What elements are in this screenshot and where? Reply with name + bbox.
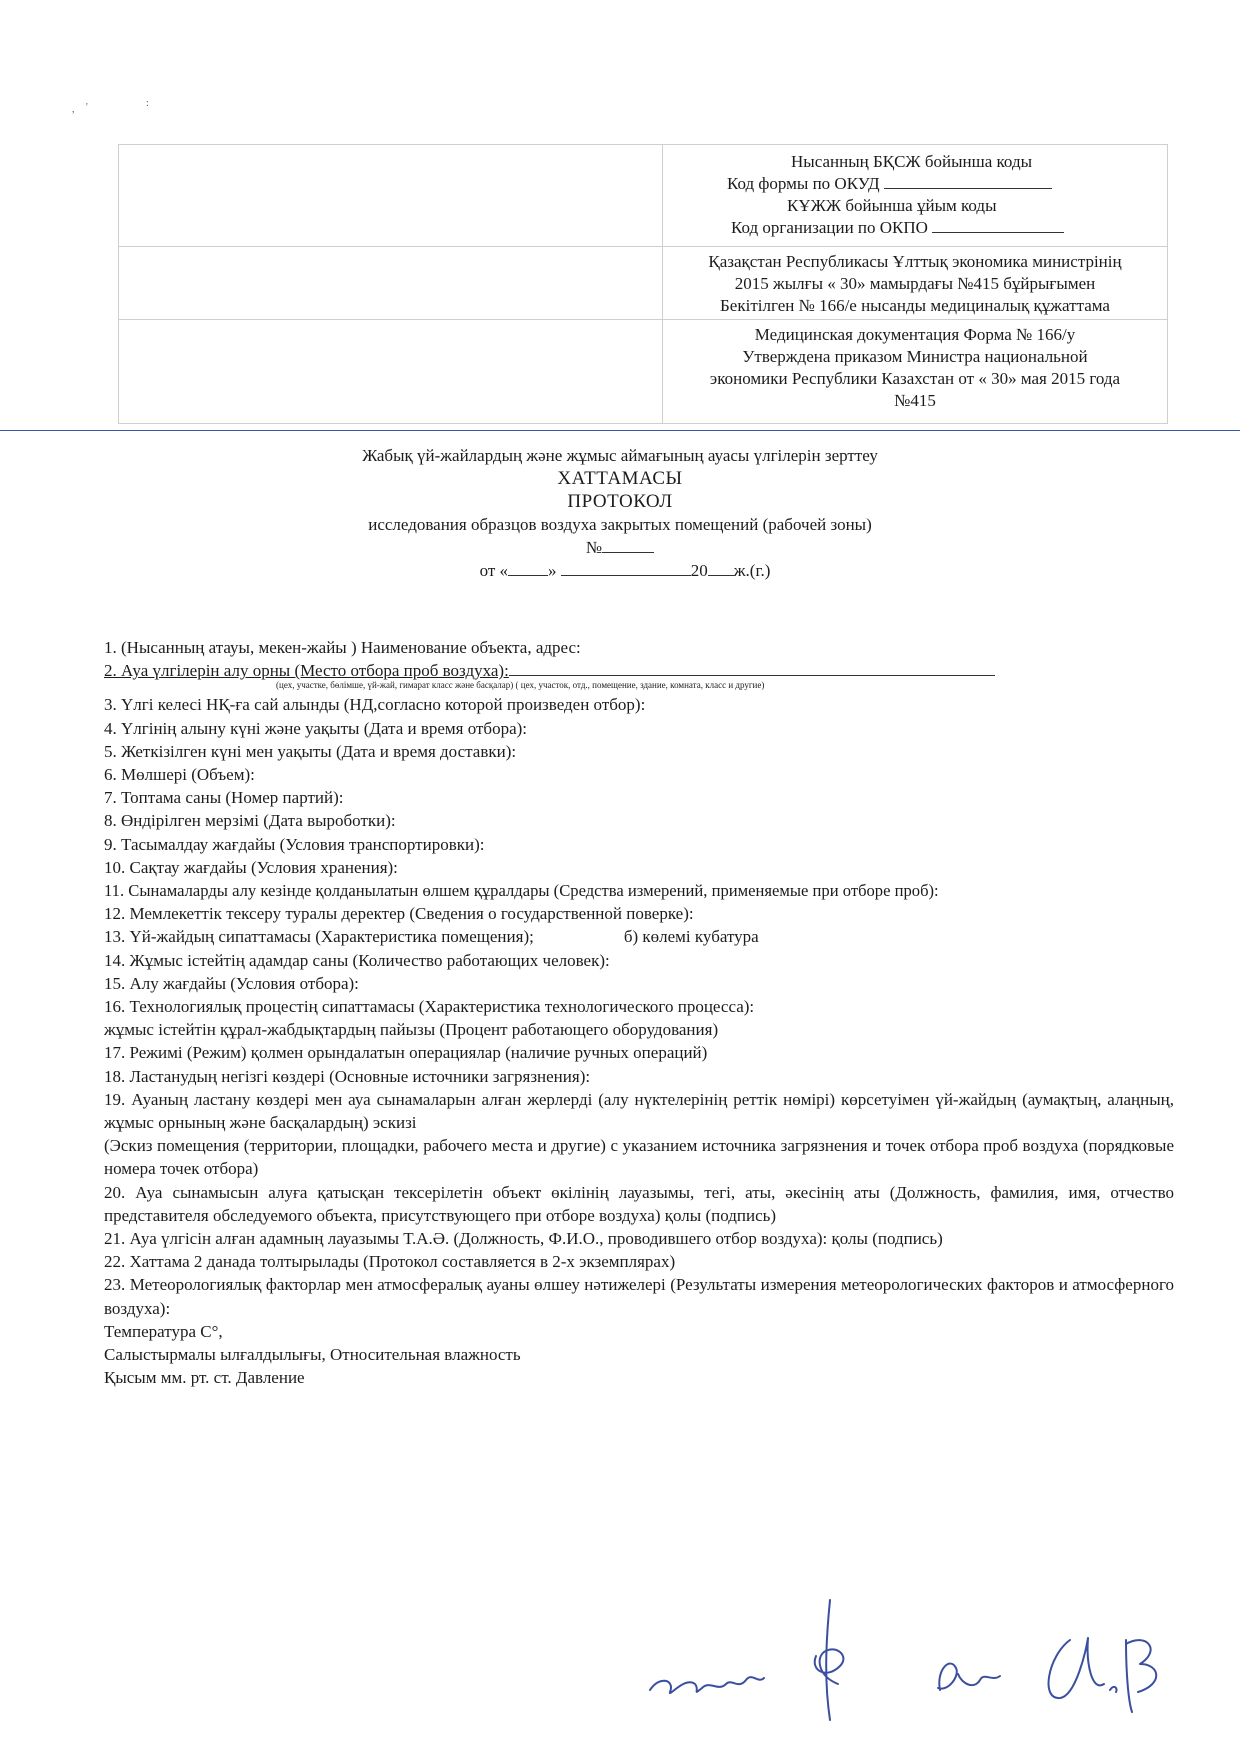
humidity-line: Салыстырмалы ылғалдылығы, Относительная влажность: [104, 1345, 521, 1365]
protocol-date: [0, 559, 1240, 582]
org-code-kz: КҰЖЖ бойынша ұйым коды: [787, 196, 997, 215]
header-divider: [0, 430, 1240, 431]
date-open: от «: [479, 561, 509, 580]
title-khattamasy: ХАТТАМАСЫ: [557, 468, 683, 489]
day-field[interactable]: [508, 561, 548, 576]
item-12: 12. Мемлекеттік тексеру туралы деректер (Сведения о государственной поверке):: [104, 904, 694, 924]
item-19: 19. Ауаның ластану көздері мен ауа сынамаларын алған жерлерді (алу нүктелерінің реттік нөмірі) көрсетуімен үй-жайдың (аумақтың, алаңның, жұмыс орнының және басқалардың) эскизі: [104, 1089, 1174, 1133]
header-left-cell: [119, 247, 663, 319]
protocol-number: [0, 536, 1240, 559]
approval-ru-line: №415: [894, 390, 936, 410]
item-7: 7. Топтама саны (Номер партий):: [104, 788, 344, 808]
approval-ru-line: Медицинская документация Форма № 166/у: [754, 324, 1076, 344]
date-year: 20: [690, 561, 708, 580]
protocol-title: [0, 444, 1240, 582]
item-11: 11. Сынамаларды алу кезінде қолданылатын өлшем құралдары (Средства измерений, применяемые при отборе проб):: [104, 881, 939, 901]
item-19-ru: (Эскиз помещения (территории, площадки, рабочего места и другие) с указанием источника загрязнения и точек отбора проб воздуха (порядковые номера точек отбора): [104, 1136, 1174, 1179]
approval-kz-line: 2015 жылғы « 30» мамырдағы №415 бұйрығымен: [734, 274, 1096, 294]
title-protokol: ПРОТОКОЛ: [567, 491, 673, 512]
date-close: »: [548, 561, 557, 580]
scan-mark: ': [86, 102, 88, 113]
form-codes-cell: [663, 145, 1168, 247]
signature-1: [650, 1677, 764, 1693]
title-line-kz: Жабық үй-жайлардың және жұмыс аймағының ауасы үлгілерін зерттеу: [362, 446, 878, 465]
item-6: 6. Мөлшері (Объем):: [104, 765, 255, 785]
org-code-okpo-label: Код организации по ОКПО: [731, 218, 928, 237]
number-field[interactable]: [602, 538, 654, 553]
signature-3: [938, 1664, 1000, 1690]
item-5: 5. Жеткізілген күні мен уақыты (Дата и время доставки):: [104, 741, 517, 761]
item-15: 15. Алу жағдайы (Условия отбора):: [104, 973, 359, 993]
item-1: 1. (Нысанның атауы, мекен-жайы ) Наименование объекта, адрес:: [104, 638, 581, 657]
item-13-volume: б) көлемі кубатура: [623, 927, 759, 947]
item-4: 4. Үлгінің алыну күні және уақыты (Дата и время отбора):: [104, 718, 528, 738]
item-8: 8. Өндірілген мерзімі (Дата выроботки):: [104, 811, 396, 831]
item-2-note: (цех, участке, бөлімше, үй-жай, гимарат класс және басқалар) ( цех, участок, отд., помещение, здание, комната, класс и другие): [276, 680, 765, 691]
approval-ru-cell: [663, 319, 1168, 423]
item-9: 9. Тасымалдау жағдайы (Условия транспортировки):: [104, 834, 485, 854]
scan-mark: :: [146, 98, 149, 109]
code-okud-label: Код формы по ОКУД: [727, 174, 880, 193]
item-13: [104, 925, 1174, 948]
approval-ru-line: Утверждена приказом Министра национальной: [742, 346, 1088, 366]
item-22: 22. Хаттама 2 данада толтырылады (Протокол составляется в 2-х экземплярах): [104, 1252, 676, 1272]
header-left-cell: [119, 319, 663, 423]
pressure-line: Қысым мм. рт. ст. Давление: [104, 1368, 305, 1388]
item-21: 21. Ауа үлгісін алған адамның лауазымы Т.А.Ә. (Должность, Ф.И.О., проводившего отбор воздуха): қолы (подпись): [104, 1229, 943, 1249]
code-okud-field[interactable]: [884, 174, 1052, 189]
signature-4: [1049, 1638, 1157, 1712]
temperature-line: Температура С°,: [104, 1321, 223, 1341]
approval-ru-line: экономики Республики Казахстан от « 30» мая 2015 года: [709, 368, 1121, 388]
scan-mark: ,: [72, 104, 75, 115]
item-18: 18. Ластанудың негізгі көздері (Основные источники загрязнения):: [104, 1066, 591, 1086]
date-suffix: ж.(г.): [733, 561, 771, 580]
protocol-items: [104, 636, 1174, 1390]
header-left-cell: [119, 145, 663, 247]
item-17: 17. Режимі (Режим) қолмен орындалатын операциялар (наличие ручных операций): [104, 1043, 708, 1063]
form-header-table: [118, 144, 1168, 424]
item-16-equipment: жұмыс істейтін құрал-жабдықтардың пайызы (Процент работающего оборудования): [104, 1020, 719, 1040]
item-10: 10. Сақтау жағдайы (Условия хранения):: [104, 857, 398, 877]
signature-2: [815, 1600, 844, 1720]
item-23: 23. Метеорологиялық факторлар мен атмосфералық ауаны өлшеу нәтижелері (Результаты измерения метеорологических факторов и атмосферного воздуха):: [104, 1275, 1174, 1318]
code-kz: Нысанның БҚСЖ бойынша коды: [791, 152, 1033, 171]
item-16: 16. Технологиялық процестің сипаттамасы (Характеристика технологического процесса):: [104, 997, 755, 1017]
approval-kz-line: Қазақстан Республикасы Ұлттық экономика министрінің: [708, 252, 1122, 272]
sampling-place-field[interactable]: [509, 663, 995, 676]
approval-kz-cell: [663, 247, 1168, 319]
approval-kz-line: Бекітілген № 166/е нысанды медициналық құжаттама: [720, 296, 1110, 316]
item-20: 20. Ауа сынамысын алуға қатысқан тексерілетін объект өкілінің лауазымы, тегі, аты, әкесінің аты (Должность, фамилия, имя, отчество представителя обследуемого объекта, присутствующего при отборе воздуха) қолы (подпись): [104, 1182, 1174, 1225]
item-13-label: 13. Үй-жайдың сипаттамасы (Характеристика помещения);: [104, 927, 534, 947]
signatures: [640, 1580, 1200, 1730]
title-line-ru: исследования образцов воздуха закрытых помещений (рабочей зоны): [368, 515, 872, 534]
year-field[interactable]: [708, 561, 734, 576]
item-3: 3. Үлгі келесі НҚ-ға сай алынды (НД,согласно которой произведен отбор):: [104, 695, 646, 715]
item-2-label: 2. Ауа үлгілерін алу орны (Место отбора проб воздуха):: [104, 661, 509, 681]
org-code-okpo-field[interactable]: [932, 218, 1064, 233]
month-field[interactable]: [561, 561, 691, 576]
item-14: 14. Жұмыс істейтің адамдар саны (Количество работающих человек):: [104, 950, 610, 970]
number-prefix: №: [585, 538, 603, 557]
